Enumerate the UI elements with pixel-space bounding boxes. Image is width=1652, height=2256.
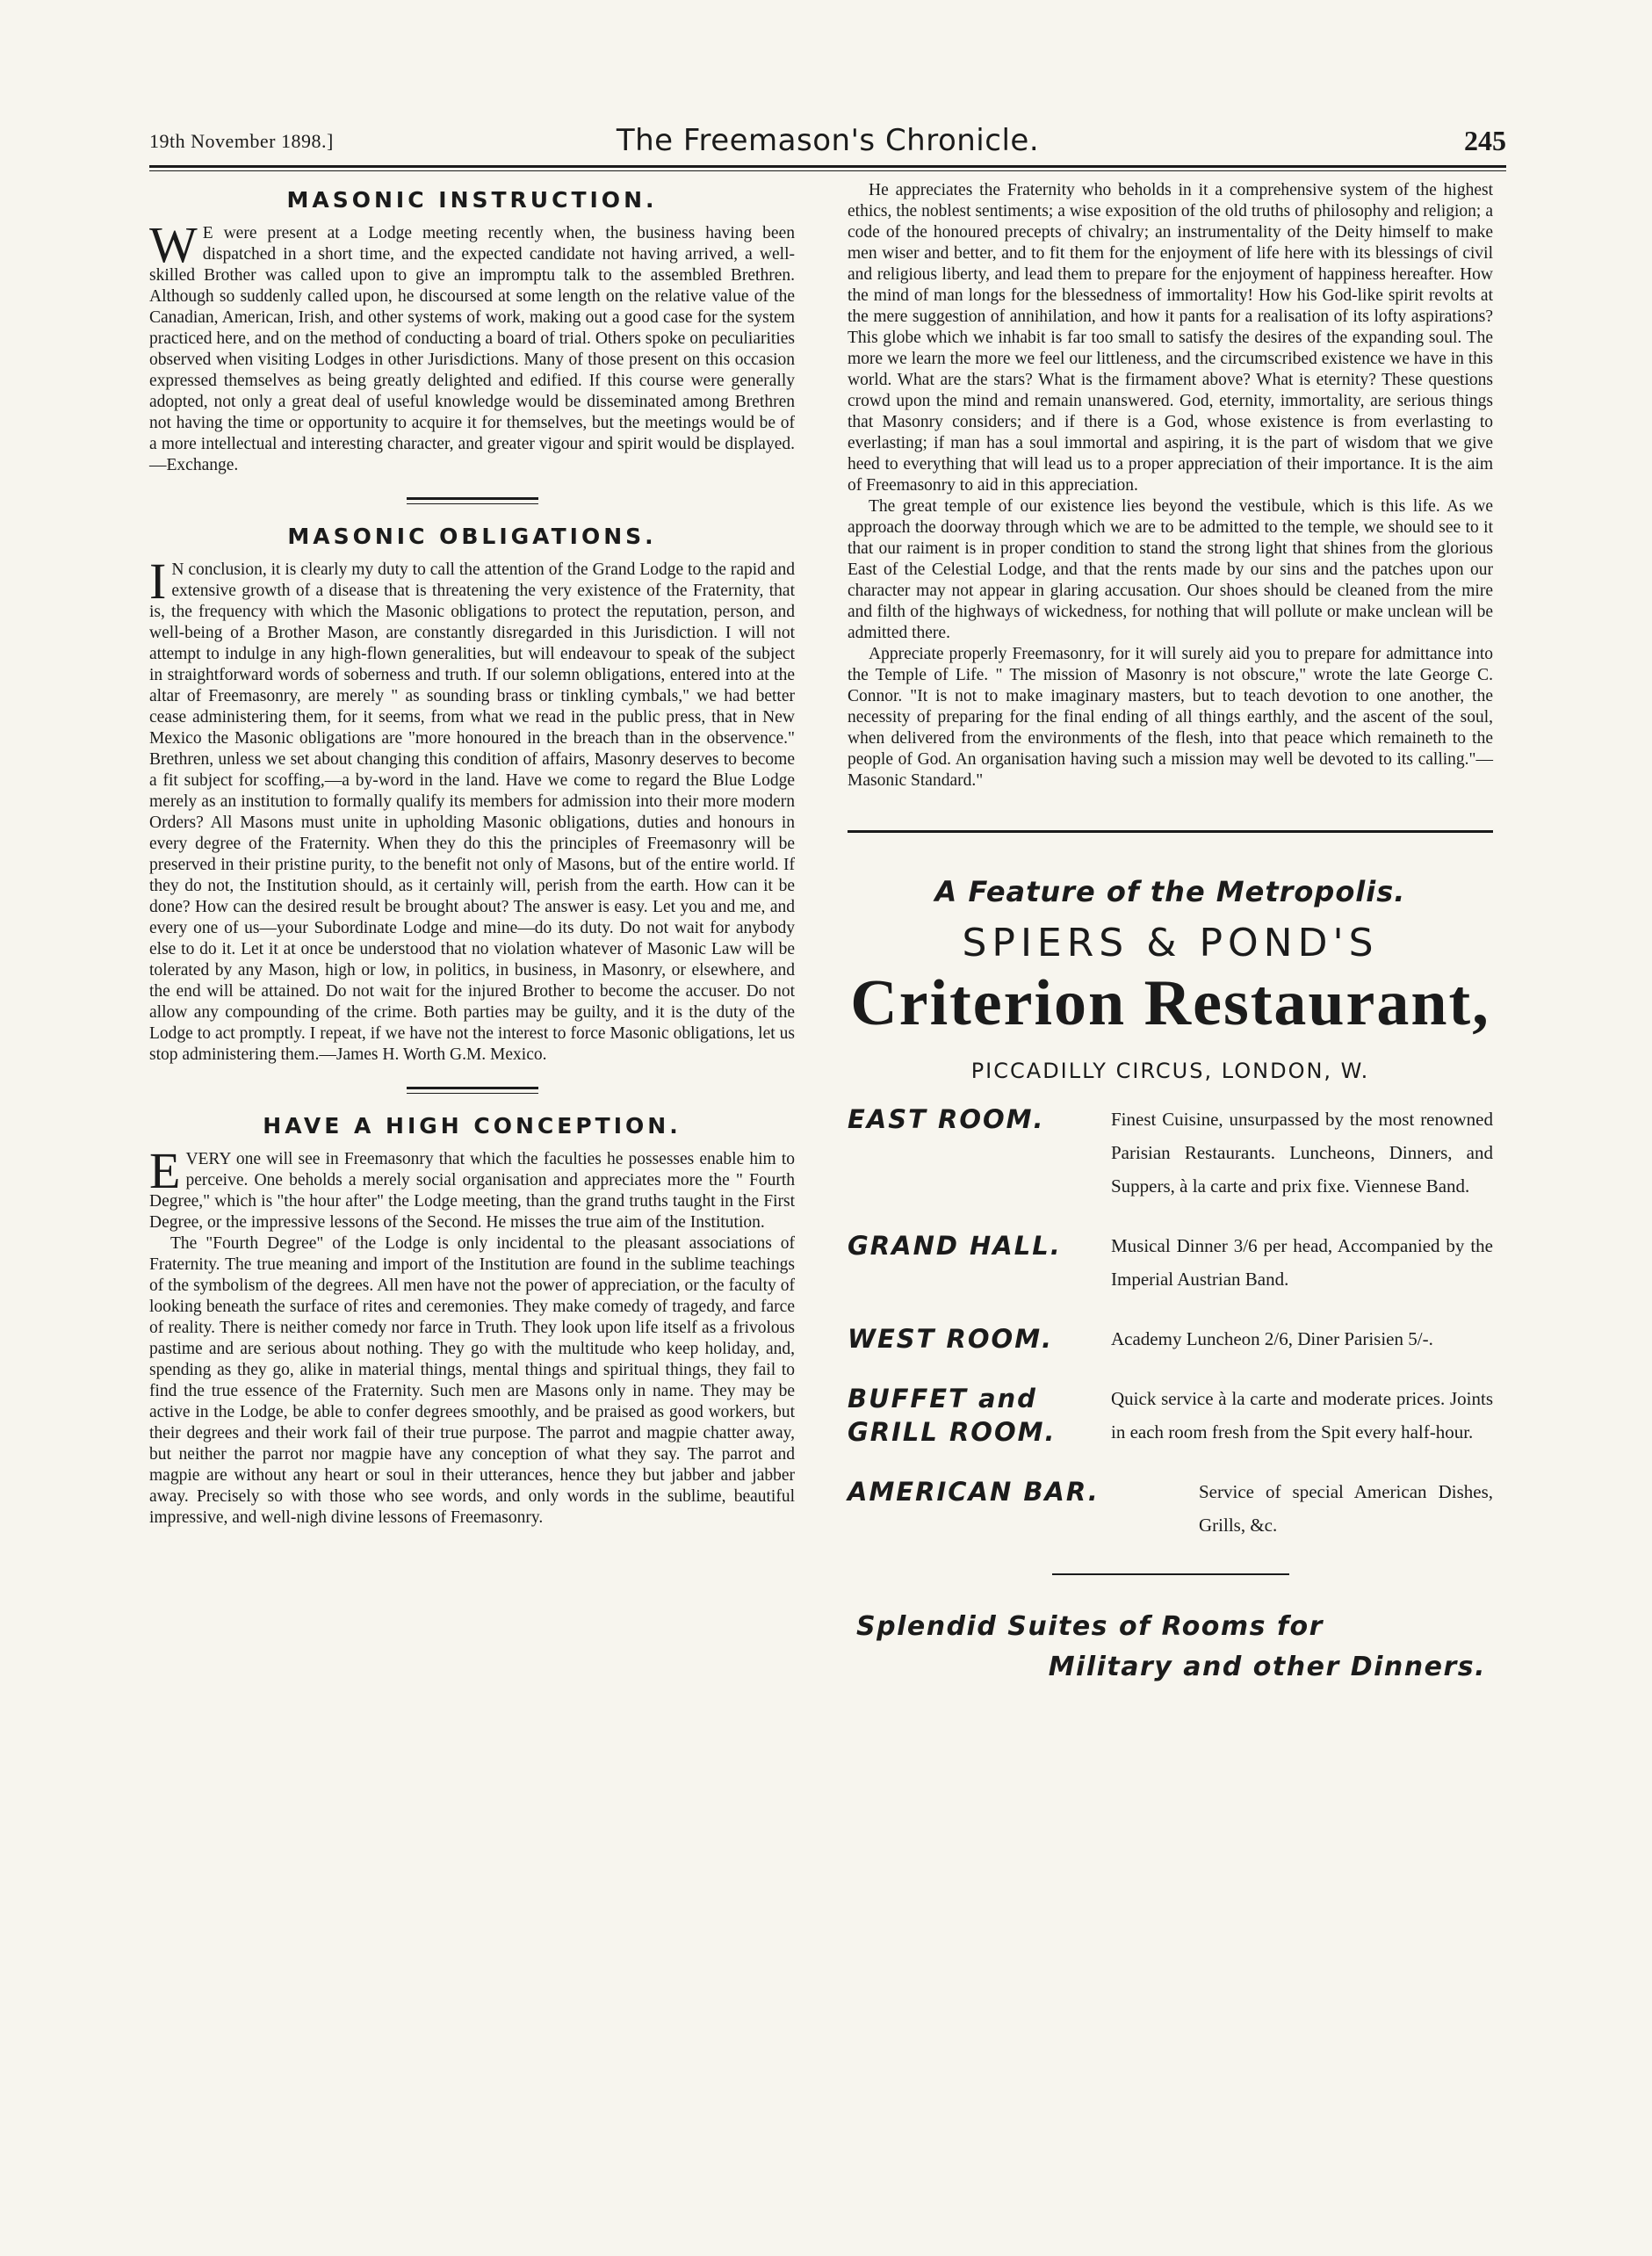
article-title-instruction: MASONIC INSTRUCTION. [286,187,658,213]
article-title-obligations: MASONIC OBLIGATIONS. [287,524,657,549]
ad-room-name: AMERICAN BAR. [848,1477,1100,1507]
ad-address: PICCADILLY CIRCUS, LONDON, W. [970,1059,1370,1083]
masthead-rule-thin [149,170,1506,171]
ad-restaurant-name: Criterion Restaurant, [850,967,1490,1039]
ad-footer [848,1607,1493,1688]
ad-room-description: Service of special American Dishes, Grills, &c. [1199,1481,1493,1536]
ad-room-entry [848,1322,1493,1356]
paragraph: VERY one will see in Freemasonry that which the faculties he possesses enable him to perceive. One beholds a merely social organisation and appreciates more the " Fourth Degree," which is "the hour after" the Lodge meeting, than the grand truths taught in the First Degree, or the impressive lessons of the Second. He misses the true aim of the Institution. [149,1150,795,1232]
ad-room-entry [848,1229,1493,1296]
paragraph: E were present at a Lodge meeting recently when, the business having been dispatched in a short time, and the expected candidate not having arrived, a well-skilled Brother was called upon to give an impromptu talk to the assembled Brethren. Although so suddenly called upon, he discoursed at some length on the relative value of the Canadian, American, Irish, and other systems of work, making out a good case for the system practiced here, and on the method of conducting a board of trial. Others spoke on peculiarities observed when visiting Lodges in other Jurisdictions. Many of those present on this occasion expressed themselves as being greatly delighted and edified. If this course were generally adopted, not only a great deal of useful knowledge would be disseminated among Brethren not having the time or opportunity to acquire it for themselves, but the meetings would be of a more intellectual and interesting character, and greater vigour and spirit would be displayed.—Exchange. [149,224,795,474]
drop-cap: E [149,1142,181,1199]
article-body-obligations [149,553,795,1066]
ad-room-name: WEST ROOM. [848,1324,1054,1354]
paragraph: N conclusion, it is clearly my duty to call the attention of the Grand Lodge to the rapid and extensive growth of a disease that is threatening the very existence of the Fraternity, that is, the frequency with which the Masonic obligations to protect the reputation, person, and well-being of a Brother Mason, are constantly disregarded in this Jurisdiction. I will not attempt to indulge in any high-flown generalities, but will endeavour to speak of the subject in straightforward words of soberness and truth. If our solemn obligations, entered into at the altar of Freemasonry, are merely " as sounding brass or tinkling cymbals," we had better cease administering them, for it seems, from what we read in the public press, that in New Mexico the Masonic obligations are "more honoured in the breach than in the observence." Brethren, unless we set about changing this condition of affairs, Masonry deserves to become a fit subject for scoffing,—a by-word in the land. Have we come to regard the Blue Lodge merely as an institution to formally qualify its members for admission into their more modern Orders? All Masons must unite in upholding Masonic obligations, duties and honours in every degree of the Fraternity. When they do this the principles of Freemasonry will be preserved in their pristine purity, to the benefit not only of Masons, but of the entire world. If they do not, the Institution should, as it certainly will, perish from the earth. How can it be done? How can the desired result be brought about? The answer is easy. Let you and me, and every one of us—your Subordinate Lodge and mine—do its duty. Do not wait for anybody else to do it. Let it at once be understood that no violation whatever of Masonic Law will be tolerated by any Mason, high or low, in politics, in business, in Masonry, or elsewhere, and the end will be attained. Do not wait for the injured Brother to become the accuser. Do not allow any compounding of the crime. Both parties may be guilty, and it is the duty of the Lodge to act promptly. I repeat, if we have not the interest to force Masonic obligations, let us stop administering them.—James H. Worth G.M. Mexico. [149,560,795,1064]
paragraph: Appreciate properly Freemasonry, for it will surely aid you to prepare for admittance into the Temple of Life. " The mission of Masonry is not obscure," wrote the late George C. Connor. "It is not to make imaginary masters, but to teach devotion to one another, the necessity of preparing for the final ending of all things earthly, and the ascent of the soul, when delivered from the environments of the flesh, into that peace which remaineth to the people of God. An organisation having such a mission may well be devoted to its calling."—Masonic Standard." [848,645,1493,790]
masthead [149,123,1506,162]
drop-cap: I [149,553,167,610]
ad-room-description: Quick service à la carte and moderate prices. Joints in each room fresh from the Spit every half-hour. [1111,1388,1493,1443]
paragraph: The great temple of our existence lies beyond the vestibule, which is this life. As we approach the doorway through which we are to be admitted to the temple, we should see to it that our raiment is in proper condition to stand the strong light that shines from the glorious East of the Celestial Lodge, and that the rents made by our sins and the patches upon our character may not appear in glaring accusation. Our shoes should be cleaned from the mire and filth of the highways of wickedness, for nothing that will pollute or make unclean will be admitted there. [848,497,1493,642]
ad-room-name: GRAND HALL. [848,1231,1062,1261]
ad-room-description: Academy Luncheon 2/6, Diner Parisien 5/-. [1111,1328,1433,1349]
paragraph: The "Fourth Degree" of the Lodge is only incidental to the pleasant associations of Fraternity. The true meaning and import of the Institution are found in the sublime teachings of the symbolism of the degrees. All men have not the power of appreciation, or the faculty of looking beneath the surface of rites and ceremonies. They make comedy of tragedy, and farce of reality. There is neither comedy nor farce in Truth. They look upon life itself as a frivolous pastime and are serious about nothing. They go with the multitude who keep holiday, and, spending as they go, alike in material things, mental things and spiritual things, they fail to find the true essence of the Fraternity. Such men are Masons only in name. They may be active in the Lodge, be able to confer degrees smoothly, and be praised as good workers, but their degrees and their work fail of their true purpose. The parrot and magpie chatter away, but neither the parrot nor magpie have any conception of what they say. The parrot and magpie are without any heart or soul in their utterances, hence they but jabber and jabber away. Precisely so with those who see words, and only words in the sublime, beautiful impressive, and well-nigh divine lessons of Freemasonry. [149,1234,795,1527]
drop-cap: W [149,216,198,273]
ad-proprietor: SPIERS & POND'S [962,921,1379,965]
article-body-conception [149,1142,795,1233]
section-separator [407,1087,538,1094]
section-separator [407,497,538,504]
ad-room-description: Musical Dinner 3/6 per head, Accompanied by the Imperial Austrian Band. [1111,1235,1493,1290]
article-title-conception: HAVE A HIGH CONCEPTION. [263,1113,682,1139]
ad-feature-line: A Feature of the Metropolis. [934,875,1406,908]
masthead-rule [149,165,1506,168]
advertisement-rule [848,830,1493,833]
page-number: 245 [1464,125,1506,156]
ad-room-entry [848,1475,1493,1542]
article-body-instruction [149,216,795,476]
ad-room-description: Finest Cuisine, unsurpassed by the most renowned Parisian Restaurants. Luncheons, Dinners, and Suppers, à la carte and prix fixe. Viennese Band. [1111,1109,1493,1197]
ad-footer-line: Splendid Suites of Rooms for [856,1611,1324,1642]
ad-room-name: BUFFET and GRILL ROOM. [848,1384,1057,1447]
ad-room-name: EAST ROOM. [848,1104,1045,1134]
ad-room-entry [848,1103,1493,1203]
newspaper-title: The Freemason's Chronicle. [616,123,1040,158]
right-column [848,180,1493,1688]
left-column [149,180,795,1529]
ad-room-entry [848,1382,1493,1449]
issue-date: 19th November 1898.] [149,130,334,152]
ad-footer-line: Military and other Dinners. [1048,1652,1486,1682]
paragraph: He appreciates the Fraternity who beholds in it a comprehensive system of the highest ethics, the noblest sentiments; a wise exposition of the old truths of philosophy and religion; a code of the honoured precepts of chivalry; an instrumentality of the Deity himself to make men wiser and better, and to fit them for the enjoyment of life here with its blessings of civil and religious liberty, and lead them to prepare for the enjoyment of happiness hereafter. How the mind of man longs for the blessedness of immortality! How his God-like spirit revolts at the mere suggestion of annihilation, and how it pants for a realisation of its lofty aspirations? This globe which we inhabit is far too small to satisfy the desires of the expanding soul. The more we learn the more we feel our littleness, and the circumscribed existence we have in this world. What are the stars? What is the firmament above? What is eternity? These questions crowd upon the mind and remain unanswered. God, eternity, immortality, are serious things that Masonry considers; and if there is a God, whose existence is from everlasting to everlasting; if man has a soul immortal and aspiring, it is the part of wisdom that we give heed to everything that will lead us to a proper appreciation of their importance. It is the aim of Freemasonry to aid in this appreciation. [848,181,1493,495]
advertisement [848,875,1493,1688]
ad-divider [1052,1573,1289,1575]
